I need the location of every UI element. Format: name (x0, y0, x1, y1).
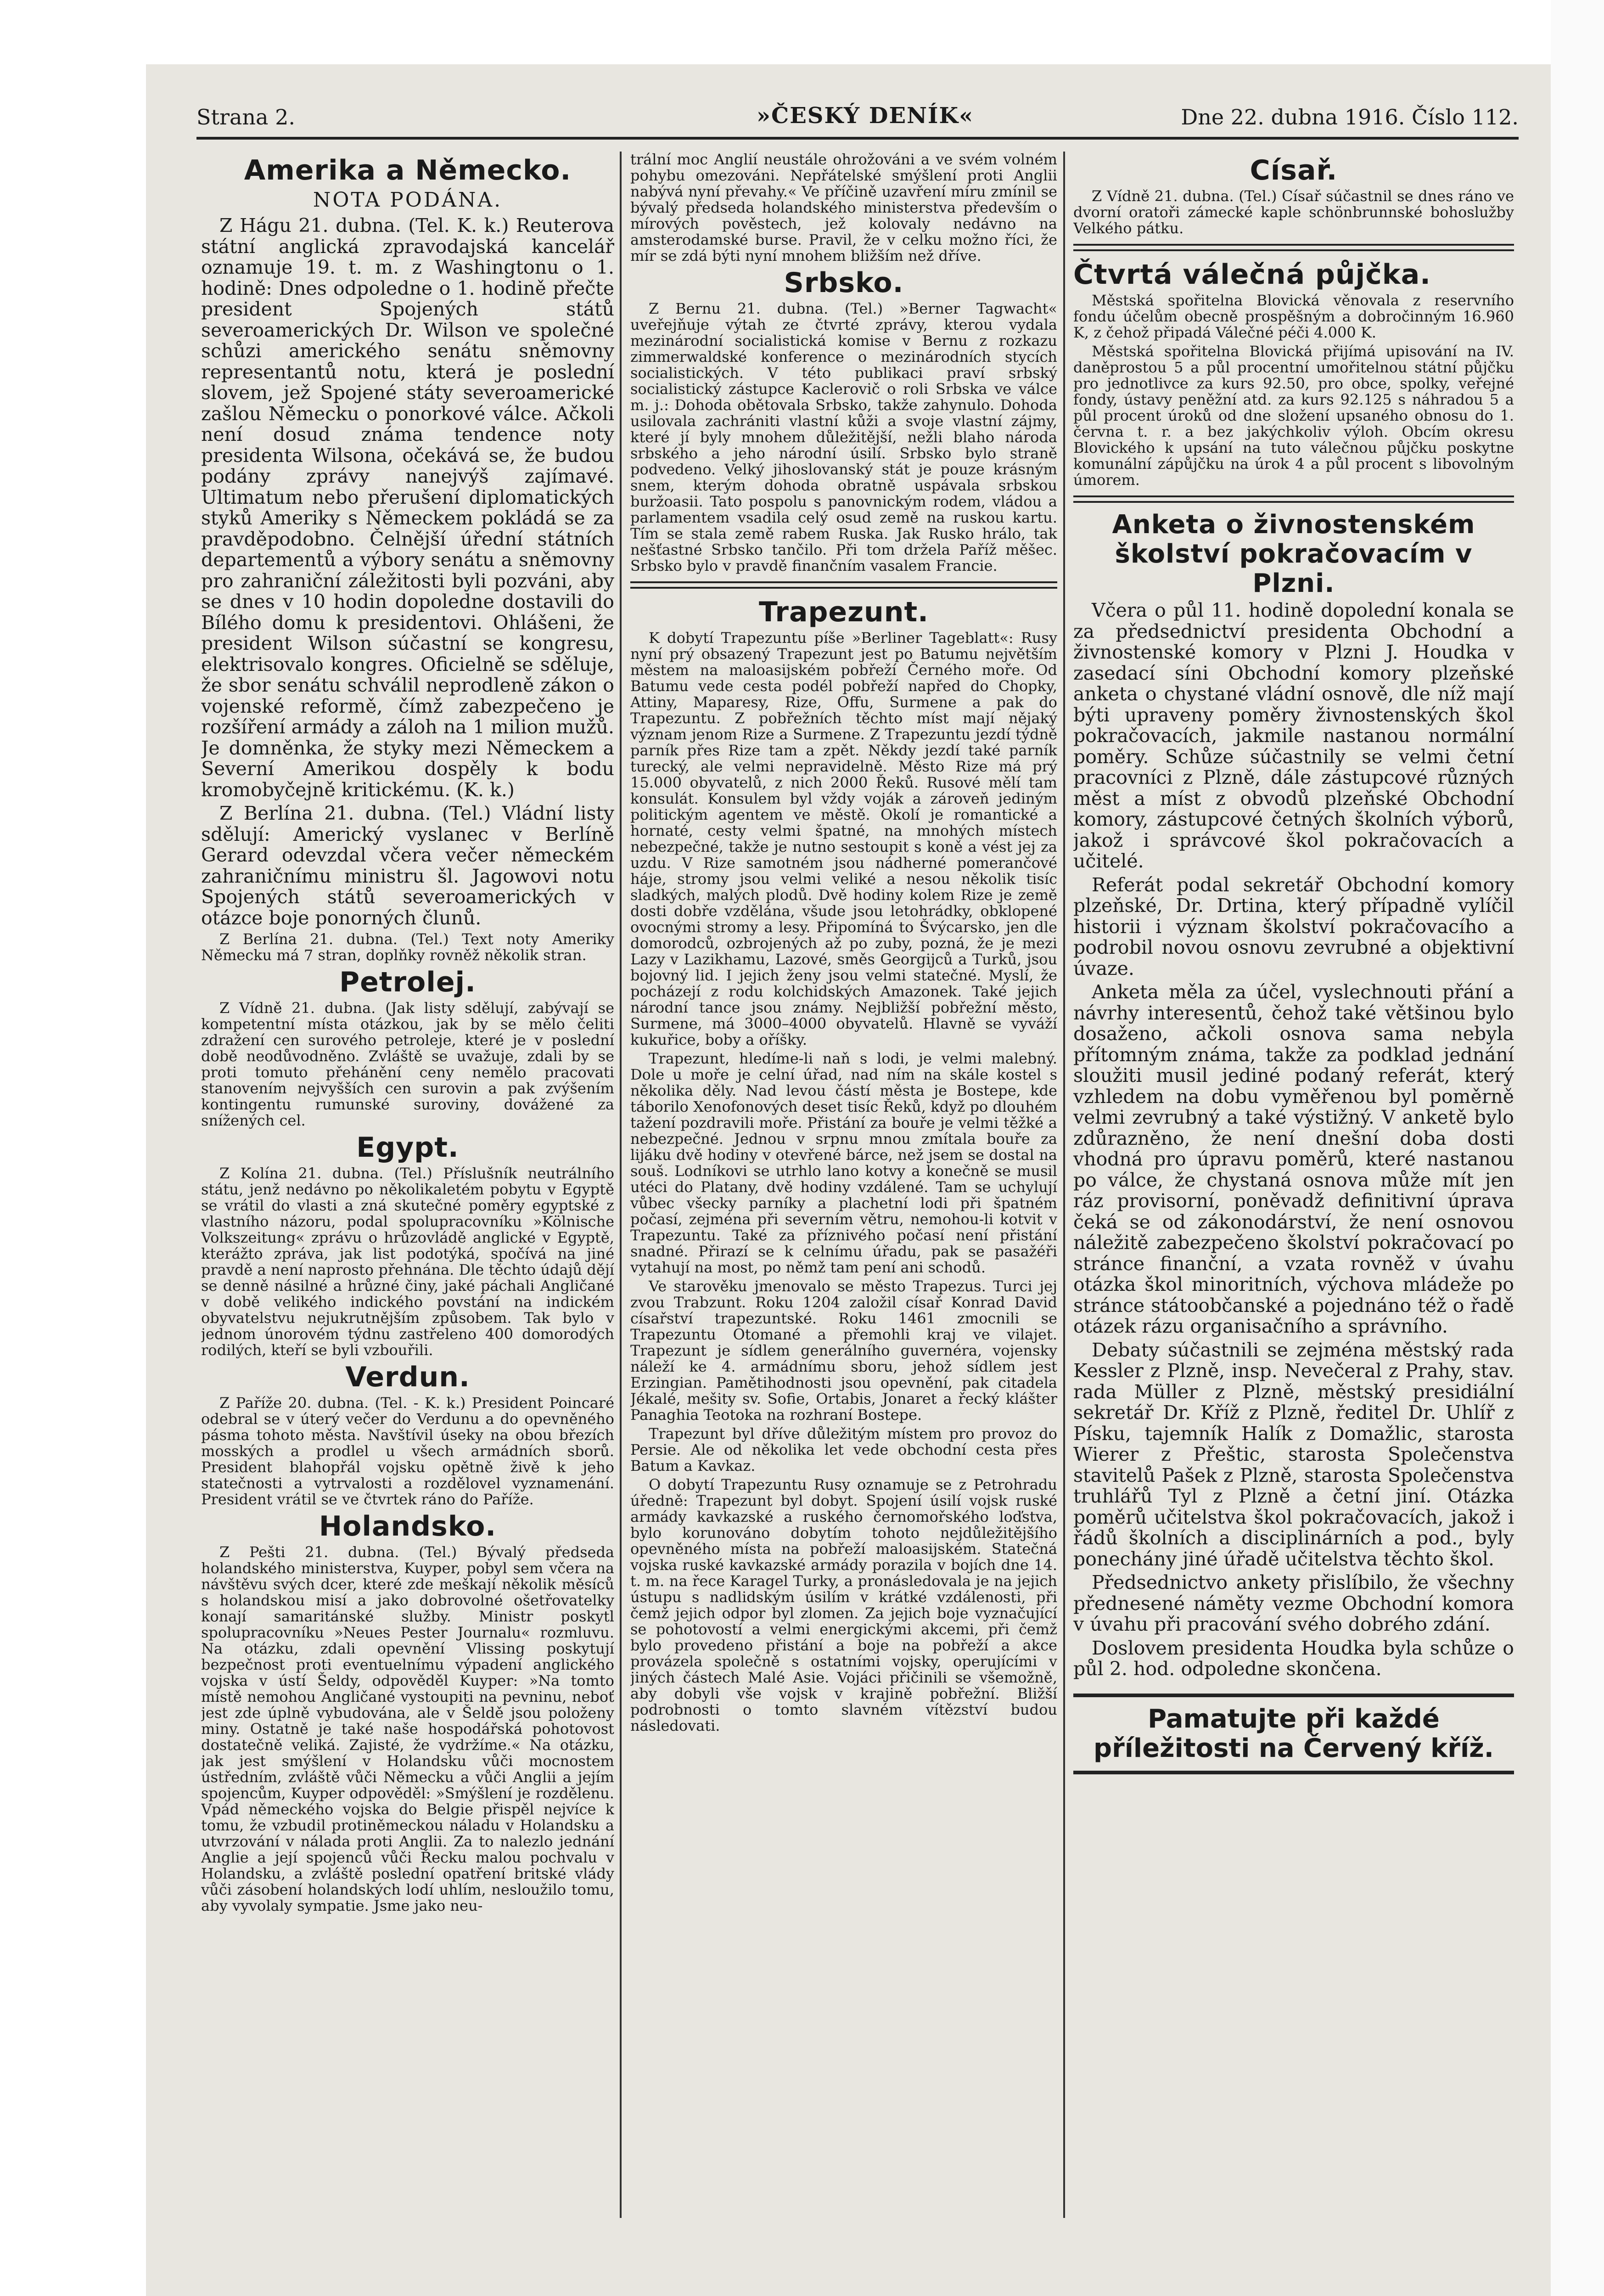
article-paragraph: Z Vídně 21. dubna. (Tel.) Císař súčastnil se dnes ráno ve dvorní oratoři zámecké kaple schönbrunnské bohoslužby Velkého pátku. (1073, 187, 1514, 237)
page-header (196, 100, 1519, 140)
article-paragraph: Ve starověku jmenovalo se město Trapezus. Turci jej zvou Trabzunt. Roku 1204 založil císař Konrad David císařství trapezuntské. Roku 1461 zmocnili se Trapezuntu Otomané a přemohli kraj ve vilajet. Trapezunt je sídlem generálního guvernéra, vojensky náleží ke 4. armádnímu sboru, jehož sídlem jest Erzingian. Pamětihodnosti jsou opevnění, pak citadela Jékalé, mešity sv. Sofie, Ortabis, Jonaret a řecký klášter Panaghia Teotoka na rozhraní Bostepe. (630, 1277, 1057, 1424)
article-title: Čtvrtá válečná půjčka. (1073, 259, 1431, 291)
issue-date: Dne 22. dubna 1916. Číslo 112. (1181, 105, 1519, 129)
red-cross-notice: Pamatujte při každé příležitosti na Červený kříž. (1073, 1694, 1514, 1774)
article-paragraph: Referát podal sekretář Obchodní komory plzeňské, Dr. Drtina, který případně vylíčil historii i význam školství pokračovacího a podrobil novou osnovu zevrubné a objektivní úvaze. (1073, 873, 1514, 979)
section-divider (1073, 495, 1514, 503)
scan-margin-right (1551, 0, 1604, 2296)
article-paragraph: Doslovem presidenta Houdka byla schůze o půl 2. hod. odpoledne skončena. (1073, 1637, 1514, 1680)
article-paragraph: Městská spořitelna Blovická přijímá upisování na IV. daněprostou 5 a půl procentní umořitelnou státní půjčku pro jednotlivce za kurs 92.50, pro obce, spolky, veřejné fondy, ústavy peněžní atd. za kurs 92.125 s náhradou 5 a půl procent úroků od dne složení upsaného obnosu do 1. června t. r. a bez jakýchkoliv výloh. Obcím okresu Blovického k upsání na tuto válečnou půjčku poskytne komunální zápůjčku na úrok 4 a půl procent s libovolným úmorem. (1073, 343, 1514, 489)
article-paragraph: Z Hágu 21. dubna. (Tel. K. k.) Reuterova státní anglická zpravodajská kancelář oznamuje 19. t. m. z Washingtonu o 1. hodině: Dnes odpoledne o 1. hodině přečte president Spojených států severoamerických Dr. Wilson ve společné schůzi amerického senátu sněmovny representantů notu, která je poslední slovem, jež Spojené státy severoamerické zašlou Německu o ponorkové válce. Ačkoli není dosud známa tendence noty presidenta Wilsona, očekává se, že budou podány zprávy nanejvýš zajímavé. Ultimatum nebo přerušení diplomatických styků Ameriky s Německem pokládá se za pravděpodobno. Čelnější úřední státních departementů a výbory senátu a sněmovny pro zahraniční záležitosti byli pozváni, aby se dnes v 10 hodin dopoledne dostavili do Bílého domu k presidentovi. Ohlášeni, že president Wilson súčastní se kongresu, elektrisovalo kongres. Oficielně se sděluje, že sbor senátu schválil neprodleně zákon o vojenské reformě, čímž zabezpečeno je rozšíření armády a záloh na 1 milion mužů. Je domněnka, že styky mezi Německem a Severní Amerikou dospěly k bodu kromobyčejně kritickému. (K. k.) (201, 214, 614, 801)
article-paragraph: Z Kolína 21. dubna. (Tel.) Příslušník neutrálního státu, jenž nedávno po několikaletém pobytu v Egyptě se vrátil do vlasti a zná skutečné poměry egyptské z vlastního názoru, podal spolupracovníku »Kölnische Volkszeitung« zprávu o hrůzovládě anglické v Egyptě, kterážto zpráva, jak list podotýká, spočívá na jiné pravdě a není naprosto přehnána. Dle těchto údajů dějí se denně násilné a hrůzné činy, jaké páchali Angličané v době velikého indického povstání na indickém obyvatelstvu nejukrutnějším způsobem. Tak bylo v jednom únorovém týdnu zastřeleno 400 domorodých rodilých, kteří se byli vzbouřili. (201, 1165, 614, 1359)
column-rule-1 (620, 152, 622, 2218)
article-paragraph: Z Paříže 20. dubna. (Tel. - K. k.) President Poincaré odebral se v úterý večer do Verdunu a do opevněného pásma tohoto města. Navštívil úseky na obou březích mosských a prodlel u všech armádních sborů. President blahopřál vojsku opětně živě k jeho statečnosti a vytrvalosti a rozdělovel vyznamenání. President vrátil se ve čtvrtek ráno do Paříže. (201, 1394, 614, 1508)
article-title: Egypt. (356, 1131, 459, 1164)
masthead: »ČESKÝ DENÍK« (757, 103, 974, 129)
column-1 (201, 152, 614, 2241)
article-subtitle: NOTA PODÁNA. (313, 188, 503, 212)
article-title: Holandsko. (319, 1510, 497, 1542)
article-title: Srbsko. (784, 267, 904, 299)
article-title: Císař. (1250, 154, 1338, 186)
article-title: Trapezunt. (759, 596, 929, 628)
article-title: Amerika a Německo. (244, 154, 572, 186)
article-paragraph: Z Bernu 21. dubna. (Tel.) »Berner Tagwacht« uveřejňuje výtah ze čtvrté zprávy, kterou vydala mezinárodní socialistická komise v Bernu z rozkazu zimmerwaldské konference o mezinárodních stycích socialistických. V této publikaci praví srbský socialistický zástupce Kaclerovič o roli Srbska ve válce m. j.: Dohoda obětovala Srbsko, takže zahynulo. Dohoda usilovala zachrániti vlastní kůži a svoje vlastní zájmy, které jí byly mnohem důležitější, nežli blaho národa srbského a jeho národní úsilí. Srbsko bylo straně podvedeno. Velký jihoslovanský stát je pouze krásným snem, kterým dohoda obratně uspávala srbskou buržoasii. Tato pospolu s panovnickým rodem, vládou a parlamentem vsadila celý osud země na ruskou kartu. Tím se stala země rabem Ruska. Jak Rusko hrálo, tak nešťastné Srbsko tančilo. Při tom držela Paříž měšec. Srbsko bylo v pravdě finančním vasalem Francie. (630, 300, 1057, 574)
column-3 (1073, 152, 1514, 2241)
column-rule-2 (1063, 152, 1065, 2218)
article-paragraph: Z Vídně 21. dubna. (Jak listy sdělují, zabývají se kompetentní místa otázkou, jak by se mělo čeliti zdražení cen surového petroleje, které je v poslední době neodůvodněno. Zvláště se uvažuje, zdali by se proti tomuto přehánění ceny nemělo pracovati stanovením nejvyšších cen surovin a pak zvýšením kontingentu rumunské suroviny, dovážené za snížených cel. (201, 999, 614, 1129)
article-title: Verdun. (345, 1361, 470, 1393)
article-paragraph: Z Berlína 21. dubna. (Tel.) Vládní listy sdělují: Americký vyslanec v Berlíně Gerard odevzdal včera večer německém zahraničnímu ministru šl. Jagowovi notu Spojených států severoamerických v otázce boje ponorných člunů. (201, 802, 614, 929)
page-number: Strana 2. (196, 105, 295, 129)
article-paragraph: Trapezunt byl dříve důležitým místem pro provoz do Persie. Ale od několika let vede obchodní cesta přes Batum a Kavkaz. (630, 1425, 1057, 1474)
column-2 (630, 152, 1057, 2241)
article-paragraph: Trapezunt, hledíme-li naň s lodi, je velmi malebný. Dole u moře je celní úřad, nad ním na skále kostel s několika děly. Nad levou částí města je Bostepe, kde táborilo Xenofonových deset tisíc Řeků, když po dlouhém tažení pozdravili moře. Přistání za bouře je velmi těžké a nebezpečné. Jednou v srpnu mnou zmítala bouře za lijáku dvě hodiny v otevřené bárce, než jsem se dostal na souš. Lodníkovi se utrhlo lano kotvy a konečně se musil utéci do Platany, dvě hodiny vzdálené. Tam se uchylují vůbec všecky parníky a plachetní lodi při špatném počasí, zejména při severním větru, nemohou-li kotvit v Trapezuntu. Také za příznivého počasí není přistání snadné. Přirazí se k celnímu úřadu, pak se pasažéři vytahují na most, po němž tam pení ani schodů. (630, 1050, 1057, 1276)
article-paragraph: Městská spořitelna Blovická věnovala z reservního fondu účelům obecně prospěšným a dobročinným 16.960 K, z čehož připadá Válečné péči 4.000 K. (1073, 292, 1514, 341)
article-title: Anketa o živnostenském školství pokračovacím v Plzni. (1112, 510, 1475, 598)
article-paragraph: Anketa měla za účel, vyslechnouti přání a návrhy interesentů, čehož také většinou bylo dosaženo, ačkoli osnova sama nebyla přítomným známa, takže za podklad jednání sloužiti musil jediné podaný referát, který vzhledem na dobu vyměřenou byl poměrně velmi zevrubný a také výstižný. V anketě bylo zdůrazněno, že není dnešní doba dosti vhodná pro úpravu poměrů, které nastanou po válce, že chystaná osnova může mít jen ráz provisorní, poněvadž definitivní úprava čeká se od zákonodárství, že není osnovou náležitě zabezpečeno školství pokračovací po stránce finanční, a vzata rovněž v úvahu otázka škol minoritních, výchova mládeže po stránce státoobčanské a pojednáno též o řadě otázek rázu organisačního a správního. (1073, 981, 1514, 1337)
article-paragraph: Z Berlína 21. dubna. (Tel.) Text noty Ameriky Německu má 7 stran, doplňky rovněž několik stran. (201, 930, 614, 964)
newspaper-page (146, 64, 1551, 2296)
article-title: Petrolej. (339, 966, 476, 998)
article-paragraph: Včera o půl 11. hodině dopolední konala se za předsednictví presidenta Obchodní a živnostenské komory v Plzni J. Houdka v zasedací síni Obchodní komory plzeňské anketa o chystané vládní osnově, dle níž mají býti upraveny poměry živnostenských škol pokračovacích, jakmile nastanou normální poměry. Schůze súčastnily se velmi četní pracovníci z Plzně, dále zástupcové různých měst a míst z obvodů plzeňské Obchodní komory, zástupcové četných školních výborů, jakož i správcové škol pokračovacích a učitelé. (1073, 599, 1514, 872)
article-paragraph: Debaty súčastnili se zejména městský rada Kessler z Plzně, insp. Nevečeral z Prahy, stav. rada Müller z Plzně, městský presidiální sekretář Dr. Kříž z Plzně, ředitel Dr. Uhlíř z Písku, tajemník Halík z Domažlic, starosta Wierer z Přeštic, starosta Společenstva stavitelů Pašek z Plzně, starosta Společenstva truhlářů Tyl z Plzně a četní jiní. Otázka poměrů učitelstva škol pokračovacích, jakož i řádů školních a disciplinárních a pod., byly ponechány jiné úřadě učitelstva těchto škol. (1073, 1339, 1514, 1570)
scan-margin-left (0, 0, 146, 2296)
article-paragraph: K dobytí Trapezuntu píše »Berliner Tageblatt«: Rusy nyní prý obsazený Trapezunt jest po Batumu největším městem na maloasijském pobřeží Černého moře. Od Batumu vede cesta podél pobřeží napřed do Chopky, Attiny, Maparesy, Rize, Offu, Surmene a pak do Trapezuntu. Z pobřežních těchto míst mají nějaký význam jenom Rize a Surmene. Z Trapezuntu jezdí týdně parník přes Rize tam a zpět. Někdy jezdí také parník turecký, ale velmi nepravidelně. Město Rize má prý 15.000 obyvatelů, z nich 2000 Řeků. Rusové mělí tam konsulát. Konsulem byl vždy voják a zároveň jediným politickým agentem ve městě. Okolí je romantické a hornaté, cesty velmi špatné, na mnohých místech nebezpečné, takže je nutno sestoupit s koně a vést jej za uzdu. V Rize samotném jsou nádherné pomerančové háje, stromy jsou velmi veliké a nesou několik tisíc sladkých, malých plodů. Dvě hodiny kolem Rize je země dosti dobře vzdělána, všude jsou letohrádky, obklopené ovocnými stromy a lesy. Připomíná to Švýcarsko, jen dle domorodců, ozbrojených až po zuby, pozná, že je mezi Lazy v Lazikhamu, Lazové, směs Georgijců a Turků, jsou bojovný lid. I jejich ženy jsou velmi statečné. Myslí, že pocházejí z rodu kolchidských Amazonek. Také jejich národní tance jsou známy. Nejbližší pobřežní město, Surmene, má 3000–4000 obyvatelů. Hlavně se vyváží kukuřice, boby a oříšky. (630, 629, 1057, 1048)
article-paragraph: trální moc Anglií neustále ohrožováni a ve svém volném pohybu omezováni. Nepřátelské smýšlení proti Anglii nabývá nyní převahy.« Ve příčině uzavření míru zmínil se bývalý předseda holandského ministerstva především o mírových pověstech, jež kolovaly nedávno na amsterodamské burse. Pravil, že v celku možno říci, že mír se zdá býti nyní mnohem bližším než dříve. (630, 152, 1057, 264)
article-paragraph: Z Pešti 21. dubna. (Tel.) Bývalý předseda holandského ministerstva, Kuyper, pobyl sem včera na návštěvu svých dcer, které zde meškají několik měsíců s holandskou misí a jako dobrovolné ošetřovatelky konají samaritánské služby. Ministr poskytl spolupracovníku »Neues Pester Journalu« rozmluvu. Na otázku, zdali opevnění Vlissing poskytují bezpečnost proti eventuelnímu výpadení anglického vojska v ústí Šeldy, odpověděl Kuyper: »Na tomto místě nemohou Angličané vystoupiti na pevninu, neboť jest zde úplně vybudována, ale v Šeldě jsou položeny miny. Ostatně je také naše hospodářská pohotovost dostatečně veliká. Zajisté, že vydržíme.« Na otázku, jak jest smýšlení v Holandsku vůči mocnostem ústředním, zvláště vůči Německu a vůči Anglii a jejím spojencům, Kuyper odpověděl: »Smýšlení je rozdělenu. Vpád německého vojska do Belgie přispěl nejvíce k tomu, že vzbudil protiněmeckou náladu v Holandsku a utvrzování v nálada proti Anglii. Za to nalezlo jednání Anglie a její spojenců vůči Řecku malou pochvalu v Holandsku, a zvláště poslední opatření britské vlády vůči zásobení holandských lodí uhlím, nesloužilo tomu, aby vyvolaly sympatie. Jsme jako neu- (201, 1543, 614, 1914)
section-divider (630, 581, 1057, 589)
article-paragraph: O dobytí Trapezuntu Rusy oznamuje se z Petrohradu úředně: Trapezunt byl dobyt. Spojení úsilí vojsk ruské armády kavkazské a ruského černomořského loďstva, bylo korunováno dobytím tohoto nejdůležitějšího opevněného místa na pobřeží maloasijském. Statečná vojska ruské kavkazské armády porazila v bojích dne 14. t. m. na řece Karagel Turky, a pronásledovala je na jejich ústupu s nadlidským úsilím v krátké vzdálenosti, při čemž jejich odpor byl zlomen. Za jejich boje vyznačující se pohotovostí a velmi energickými akcemi, při čemž bylo provedeno přistání a boje na pobřeží a akce provázela společně s ostatními vojsky, operujícími v jiných částech Malé Asie. Vojáci přičinili se všemožně, aby dobyli vše vojsk v krajině pobřežní. Bližší podrobnosti o tomto slavném vítězství budou následovati. (630, 1476, 1057, 1734)
section-divider (1073, 244, 1514, 251)
article-paragraph: Předsednictvo ankety přislíbilo, že všechny přednesené náměty vezme Obchodní komora v úvahu při pracování svého dobrého zdání. (1073, 1571, 1514, 1635)
